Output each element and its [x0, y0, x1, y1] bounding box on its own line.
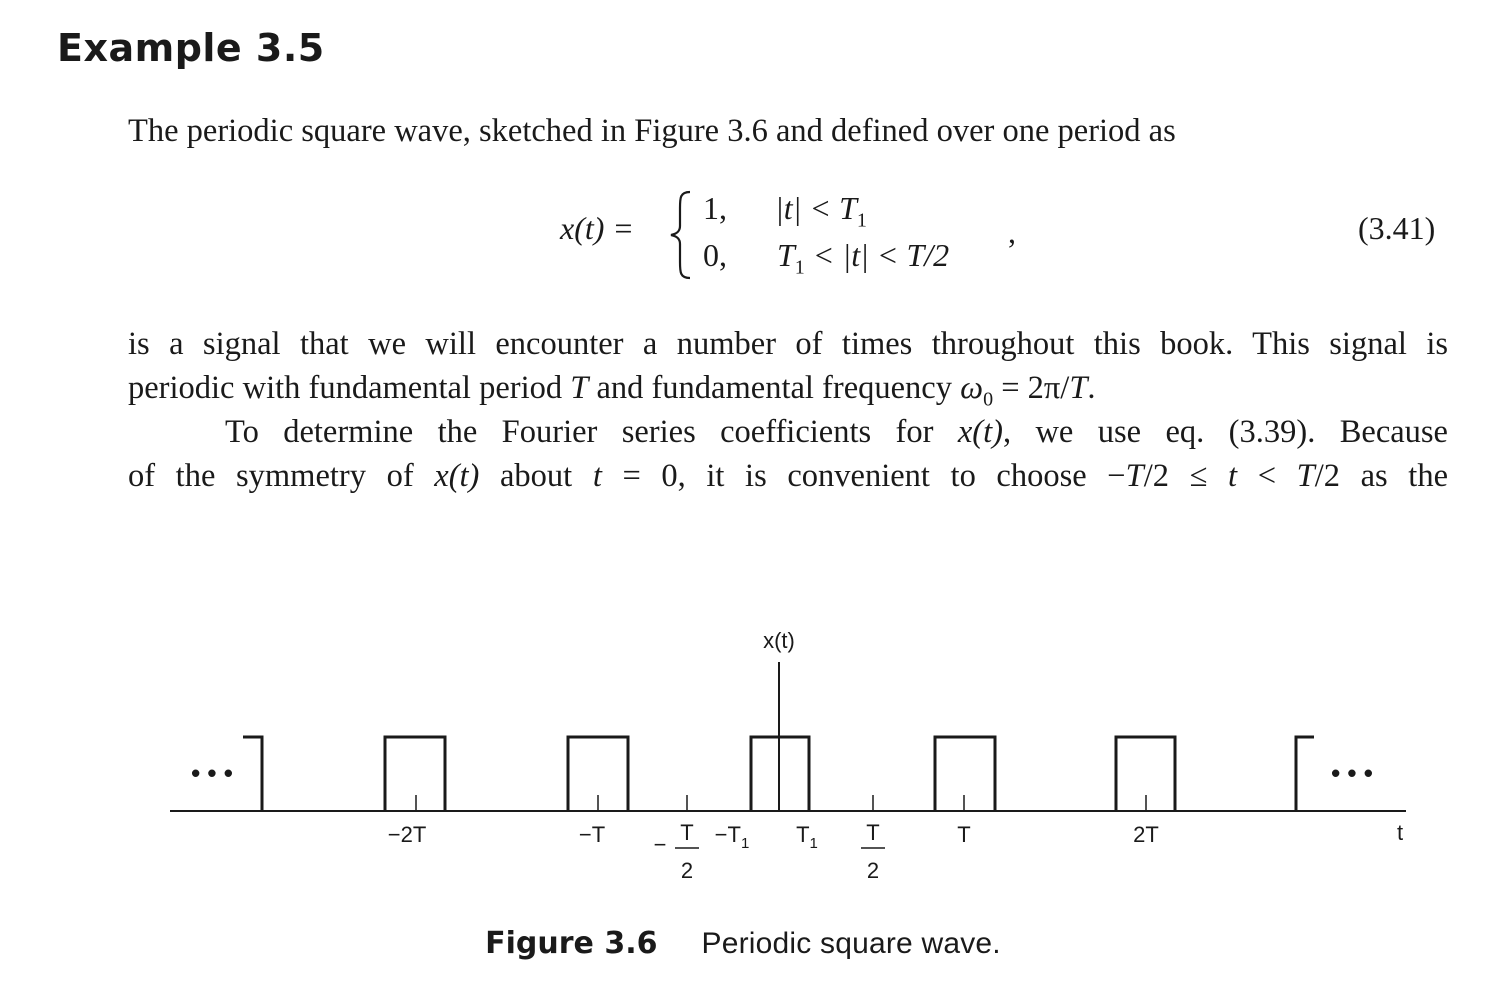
y-axis-label: x(t) — [763, 628, 795, 653]
equation-trailing-comma: , — [1008, 214, 1016, 250]
tick-label-minus-half-sign: − — [653, 832, 667, 857]
partial-pulse-right — [1296, 737, 1314, 811]
tick-label-half-denominator: 2 — [866, 858, 880, 883]
case2-value: 0, — [703, 237, 727, 273]
paragraph-line: is a signal that we will encounter a number of times throughout this book. This signal is — [128, 326, 1448, 362]
pulse — [935, 737, 995, 811]
left-brace-icon — [668, 190, 694, 280]
ellipsis-right: • • • — [1331, 758, 1373, 788]
equation-3-41 — [0, 0, 1486, 300]
equation-number: (3.41) — [1358, 210, 1436, 246]
figure-caption-text: Periodic square wave. — [701, 927, 1001, 960]
case1-condition: $|t| < T_1$ — [775, 190, 867, 232]
paragraph-line: To determine the Fourier series coefficients for x(t), we use eq. (3.39). Because — [225, 414, 1448, 450]
case2-condition: $T_1 < |t| < T/2$ — [777, 237, 950, 279]
tick-label-half-numerator: T — [866, 820, 880, 845]
pulse — [385, 737, 445, 811]
figure-number: Figure 3.6 — [485, 926, 658, 961]
tick-label-T: T — [957, 822, 971, 847]
x-axis-label: t — [1396, 820, 1404, 845]
ellipsis-left: • • • — [191, 758, 233, 788]
square-wave-figure — [0, 600, 1486, 920]
tick-label-minus-half-denominator: 2 — [680, 858, 694, 883]
tick-label-minus-T: −T — [578, 822, 606, 847]
partial-pulse-left — [243, 737, 262, 811]
example-heading: Example 3.5 — [57, 26, 325, 70]
tick-label-minus-half-numerator: T — [680, 820, 694, 845]
tick-label-T1: $T_1$ — [796, 822, 818, 852]
equation-lhs: x(t) = — [560, 210, 634, 246]
case1-value: 1, — [703, 190, 727, 226]
tick-label-minus-T1: $-T_1$ — [714, 822, 750, 852]
paragraph-intro: The periodic square wave, sketched in Figure 3.6 and defined over one period as — [128, 113, 1176, 149]
paragraph-line: periodic with fundamental period T and fundamental frequency $\omega_0 = 2\pi/T$. — [128, 370, 1096, 411]
paragraph-line: of the symmetry of x(t) about t = 0, it is convenient to choose −T/2 ≤ t < T/2 as the — [128, 458, 1448, 494]
figure-caption — [0, 926, 1486, 961]
tick-label-2T: 2T — [1133, 822, 1159, 847]
tick-label-minus-2T: −2T — [387, 822, 427, 847]
